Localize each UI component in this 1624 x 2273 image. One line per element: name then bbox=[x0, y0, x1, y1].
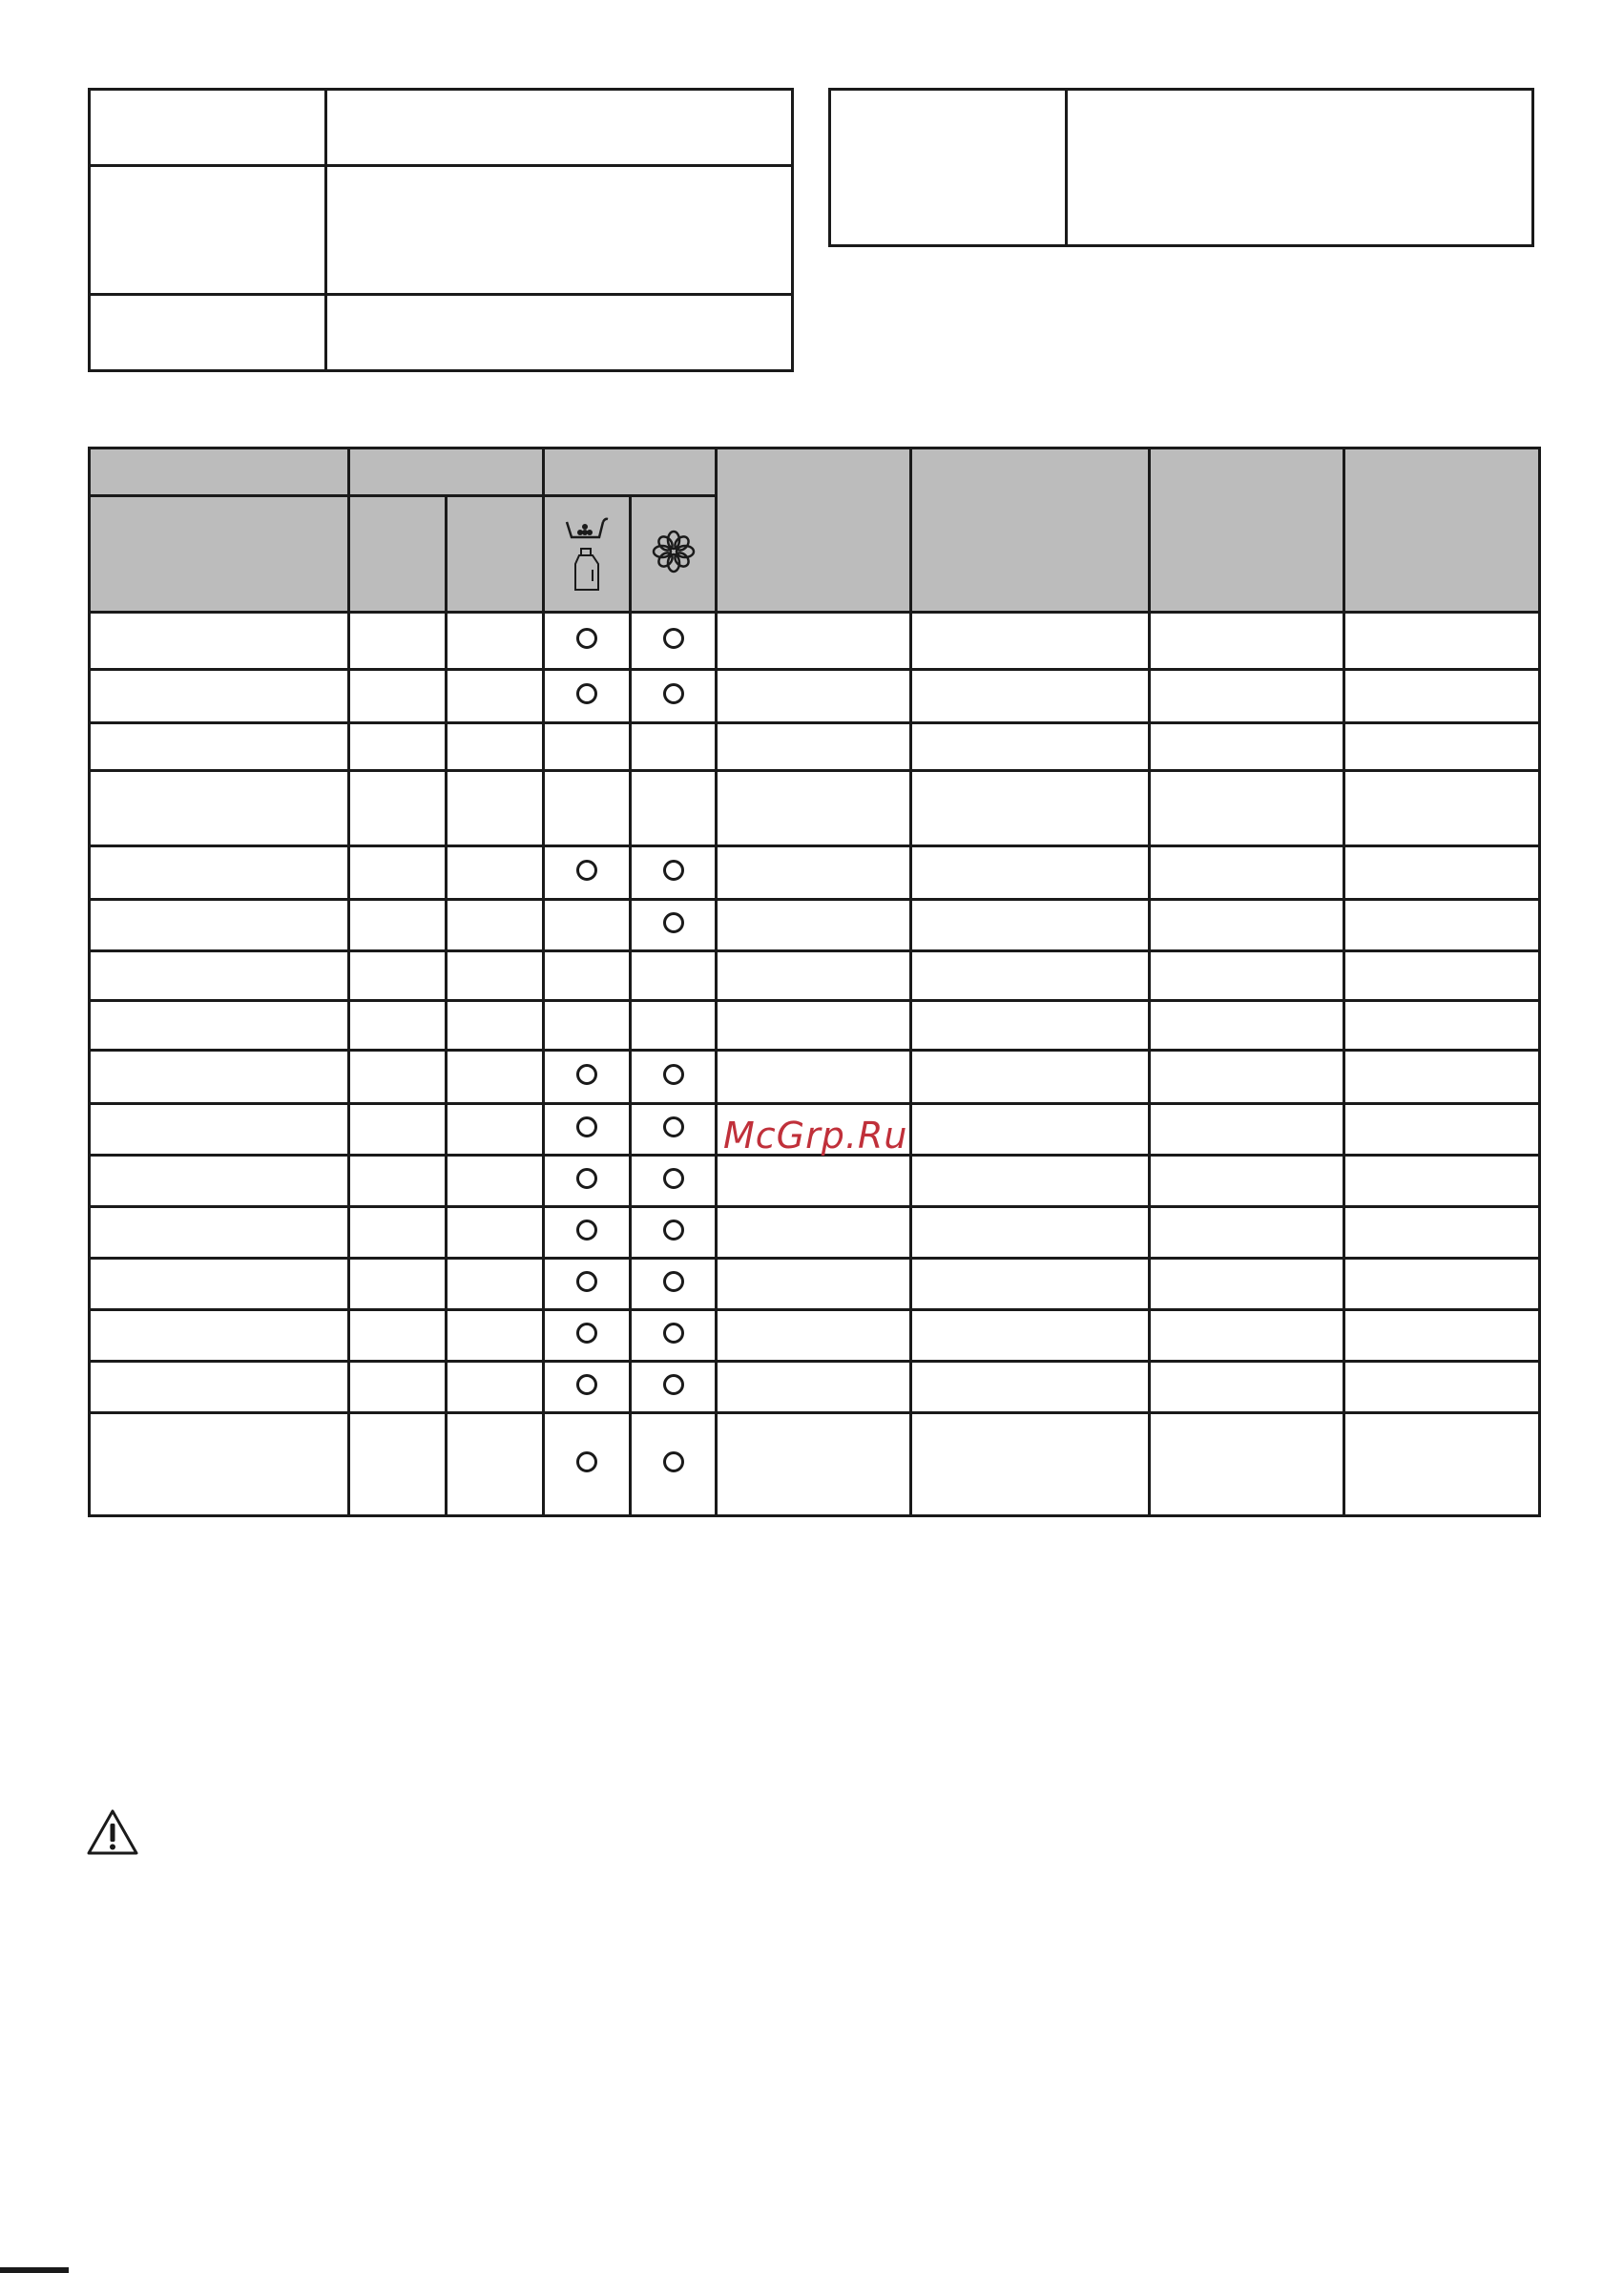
table-cell bbox=[447, 771, 544, 846]
table-cell bbox=[90, 1310, 349, 1362]
top-left-info-table bbox=[88, 88, 794, 372]
table-cell bbox=[717, 1051, 911, 1104]
program-table-body bbox=[90, 613, 1540, 1516]
info-cell bbox=[90, 90, 326, 166]
table-cell bbox=[911, 613, 1150, 670]
table-cell bbox=[911, 1362, 1150, 1413]
header-cell bbox=[90, 448, 349, 496]
table-cell bbox=[447, 1051, 544, 1104]
table-cell bbox=[544, 951, 631, 1001]
table-cell bbox=[1150, 900, 1344, 951]
header-cell bbox=[349, 448, 544, 496]
table-cell bbox=[1150, 613, 1344, 670]
table-cell bbox=[544, 771, 631, 846]
table-cell bbox=[1344, 846, 1540, 900]
softener-marker bbox=[663, 912, 684, 933]
table-cell bbox=[447, 1156, 544, 1207]
table-cell bbox=[1150, 723, 1344, 771]
softener-marker bbox=[663, 1220, 684, 1241]
detergent-marker bbox=[576, 1064, 597, 1085]
table-cell bbox=[911, 900, 1150, 951]
table-cell bbox=[911, 1001, 1150, 1051]
watermark-text: McGrp.Ru bbox=[723, 1115, 908, 1157]
detergent-drawer-icon bbox=[563, 516, 611, 543]
table-cell bbox=[349, 1207, 447, 1259]
info-cell bbox=[90, 166, 326, 295]
table-cell bbox=[1344, 1001, 1540, 1051]
table-cell bbox=[349, 846, 447, 900]
table-cell bbox=[1344, 900, 1540, 951]
table-cell bbox=[717, 723, 911, 771]
table-cell bbox=[1344, 1413, 1540, 1516]
table-cell bbox=[631, 771, 717, 846]
info-cell bbox=[326, 90, 793, 166]
table-cell bbox=[631, 951, 717, 1001]
table-cell bbox=[544, 1001, 631, 1051]
softener-marker bbox=[663, 1064, 684, 1085]
table-cell bbox=[544, 1051, 631, 1104]
table-cell bbox=[631, 1001, 717, 1051]
softener-marker bbox=[663, 683, 684, 704]
table-cell bbox=[447, 951, 544, 1001]
program-table bbox=[88, 447, 1541, 1517]
table-cell bbox=[1150, 1259, 1344, 1310]
table-cell bbox=[631, 1259, 717, 1310]
table-cell bbox=[631, 900, 717, 951]
table-cell bbox=[544, 1104, 631, 1156]
table-cell bbox=[631, 1156, 717, 1207]
table-cell bbox=[349, 1259, 447, 1310]
info-cell bbox=[326, 295, 793, 371]
table-cell bbox=[349, 670, 447, 723]
softener-marker bbox=[663, 1374, 684, 1395]
table-row bbox=[90, 1051, 1540, 1104]
table-cell bbox=[447, 1104, 544, 1156]
table-row bbox=[90, 1156, 1540, 1207]
header-cell bbox=[717, 448, 911, 613]
table-cell bbox=[1150, 1051, 1344, 1104]
table-cell bbox=[631, 1413, 717, 1516]
table-cell bbox=[90, 1362, 349, 1413]
table-cell bbox=[1344, 1207, 1540, 1259]
table-row bbox=[90, 613, 1540, 670]
table-cell bbox=[717, 951, 911, 1001]
table-row bbox=[90, 1310, 1540, 1362]
table-cell bbox=[1344, 613, 1540, 670]
top-right-info-table bbox=[828, 88, 1534, 247]
softener-marker bbox=[663, 1116, 684, 1137]
table-cell bbox=[911, 1156, 1150, 1207]
header-cell bbox=[349, 496, 447, 613]
table-cell bbox=[631, 723, 717, 771]
detergent-bottle-icon bbox=[571, 547, 603, 593]
table-cell bbox=[90, 1207, 349, 1259]
detergent-marker bbox=[576, 860, 597, 881]
table-cell bbox=[631, 1310, 717, 1362]
table-cell bbox=[90, 1156, 349, 1207]
table-cell bbox=[544, 1310, 631, 1362]
table-cell bbox=[717, 1156, 911, 1207]
table-cell bbox=[349, 900, 447, 951]
table-cell bbox=[349, 1001, 447, 1051]
table-cell bbox=[717, 846, 911, 900]
table-cell bbox=[1150, 1310, 1344, 1362]
info-cell bbox=[1067, 90, 1533, 246]
header-cell bbox=[1150, 448, 1344, 613]
table-cell bbox=[544, 1259, 631, 1310]
table-cell bbox=[90, 1104, 349, 1156]
table-cell bbox=[349, 1413, 447, 1516]
detergent-marker bbox=[576, 1168, 597, 1189]
table-cell bbox=[447, 1001, 544, 1051]
table-row bbox=[90, 1362, 1540, 1413]
table-row bbox=[90, 670, 1540, 723]
table-cell bbox=[90, 1051, 349, 1104]
table-cell bbox=[911, 1413, 1150, 1516]
table-cell bbox=[1344, 1051, 1540, 1104]
table-cell bbox=[1150, 1156, 1344, 1207]
table-row bbox=[90, 951, 1540, 1001]
info-cell bbox=[326, 166, 793, 295]
table-cell bbox=[544, 900, 631, 951]
table-cell bbox=[1150, 1207, 1344, 1259]
table-cell bbox=[447, 1362, 544, 1413]
table-cell bbox=[911, 771, 1150, 846]
detergent-marker bbox=[576, 1271, 597, 1292]
table-cell bbox=[1344, 771, 1540, 846]
table-cell bbox=[90, 1001, 349, 1051]
table-cell bbox=[717, 1001, 911, 1051]
table-row bbox=[90, 1001, 1540, 1051]
table-cell bbox=[544, 613, 631, 670]
table-cell bbox=[717, 1259, 911, 1310]
softener-marker bbox=[663, 860, 684, 881]
table-cell bbox=[911, 1259, 1150, 1310]
table-cell bbox=[90, 900, 349, 951]
table-cell bbox=[90, 670, 349, 723]
flower-softener-icon bbox=[652, 530, 696, 573]
detergent-marker bbox=[576, 1323, 597, 1344]
softener-marker bbox=[663, 1168, 684, 1189]
detergent-header bbox=[544, 496, 631, 613]
table-cell bbox=[90, 951, 349, 1001]
table-cell bbox=[447, 670, 544, 723]
table-cell bbox=[1150, 1001, 1344, 1051]
table-cell bbox=[90, 613, 349, 670]
table-cell bbox=[544, 1413, 631, 1516]
table-cell bbox=[631, 1207, 717, 1259]
table-cell bbox=[544, 723, 631, 771]
table-cell bbox=[631, 1051, 717, 1104]
table-cell bbox=[544, 846, 631, 900]
table-cell bbox=[1150, 1104, 1344, 1156]
table-cell bbox=[544, 1362, 631, 1413]
header-cell bbox=[544, 448, 717, 496]
detergent-marker bbox=[576, 1451, 597, 1472]
table-cell bbox=[90, 1413, 349, 1516]
table-cell bbox=[911, 1310, 1150, 1362]
table-cell bbox=[1150, 951, 1344, 1001]
table-cell bbox=[1150, 1413, 1344, 1516]
table-cell bbox=[349, 1104, 447, 1156]
table-cell bbox=[717, 771, 911, 846]
table-cell bbox=[1344, 1310, 1540, 1362]
table-cell bbox=[90, 846, 349, 900]
detergent-marker bbox=[576, 683, 597, 704]
table-cell bbox=[349, 1156, 447, 1207]
table-cell bbox=[631, 613, 717, 670]
table-cell bbox=[717, 1413, 911, 1516]
table-cell bbox=[544, 1156, 631, 1207]
table-cell bbox=[447, 1310, 544, 1362]
table-cell bbox=[631, 1104, 717, 1156]
table-cell bbox=[1150, 846, 1344, 900]
softener-marker bbox=[663, 1323, 684, 1344]
table-cell bbox=[911, 1207, 1150, 1259]
table-cell bbox=[1344, 1259, 1540, 1310]
table-cell bbox=[1344, 723, 1540, 771]
table-cell bbox=[631, 1362, 717, 1413]
table-row bbox=[90, 723, 1540, 771]
table-cell bbox=[1150, 1362, 1344, 1413]
header-cell bbox=[911, 448, 1150, 613]
table-cell bbox=[447, 613, 544, 670]
table-cell bbox=[717, 900, 911, 951]
header-cell bbox=[1344, 448, 1540, 613]
info-cell bbox=[90, 295, 326, 371]
table-cell bbox=[447, 723, 544, 771]
table-cell bbox=[349, 723, 447, 771]
detergent-marker bbox=[576, 628, 597, 649]
table-cell bbox=[631, 846, 717, 900]
header-cell bbox=[90, 496, 349, 613]
table-cell bbox=[911, 723, 1150, 771]
table-cell bbox=[1344, 1362, 1540, 1413]
table-cell bbox=[1344, 1104, 1540, 1156]
table-cell bbox=[447, 846, 544, 900]
table-cell bbox=[90, 723, 349, 771]
softener-marker bbox=[663, 1451, 684, 1472]
detergent-marker bbox=[576, 1116, 597, 1137]
table-cell bbox=[447, 1259, 544, 1310]
table-cell bbox=[1150, 670, 1344, 723]
table-cell bbox=[1344, 1156, 1540, 1207]
table-cell bbox=[349, 951, 447, 1001]
softener-header bbox=[631, 496, 717, 613]
table-cell bbox=[631, 670, 717, 723]
info-cell bbox=[830, 90, 1067, 246]
table-cell bbox=[911, 951, 1150, 1001]
header-cell bbox=[447, 496, 544, 613]
table-cell bbox=[447, 900, 544, 951]
table-row bbox=[90, 1413, 1540, 1516]
table-cell bbox=[911, 1051, 1150, 1104]
table-cell bbox=[349, 771, 447, 846]
table-cell bbox=[717, 1310, 911, 1362]
table-cell bbox=[911, 846, 1150, 900]
table-cell bbox=[1344, 670, 1540, 723]
table-cell bbox=[717, 613, 911, 670]
table-cell bbox=[717, 1207, 911, 1259]
table-cell bbox=[349, 1051, 447, 1104]
table-cell bbox=[1150, 771, 1344, 846]
table-row bbox=[90, 900, 1540, 951]
table-row bbox=[90, 846, 1540, 900]
table-row bbox=[90, 771, 1540, 846]
table-cell bbox=[717, 670, 911, 723]
table-cell bbox=[349, 613, 447, 670]
detergent-marker bbox=[576, 1374, 597, 1395]
softener-marker bbox=[663, 1271, 684, 1292]
table-cell bbox=[544, 1207, 631, 1259]
table-cell bbox=[447, 1413, 544, 1516]
table-row bbox=[90, 1207, 1540, 1259]
detergent-marker bbox=[576, 1220, 597, 1241]
table-row bbox=[90, 1259, 1540, 1310]
softener-marker bbox=[663, 628, 684, 649]
warning-triangle-icon bbox=[86, 1808, 139, 1856]
footer-bar bbox=[0, 2267, 69, 2273]
table-cell bbox=[349, 1310, 447, 1362]
table-cell bbox=[90, 771, 349, 846]
table-cell bbox=[911, 670, 1150, 723]
table-cell bbox=[90, 1259, 349, 1310]
table-cell bbox=[349, 1362, 447, 1413]
table-cell bbox=[544, 670, 631, 723]
table-cell bbox=[447, 1207, 544, 1259]
table-cell bbox=[911, 1104, 1150, 1156]
table-cell bbox=[1344, 951, 1540, 1001]
table-cell bbox=[717, 1362, 911, 1413]
